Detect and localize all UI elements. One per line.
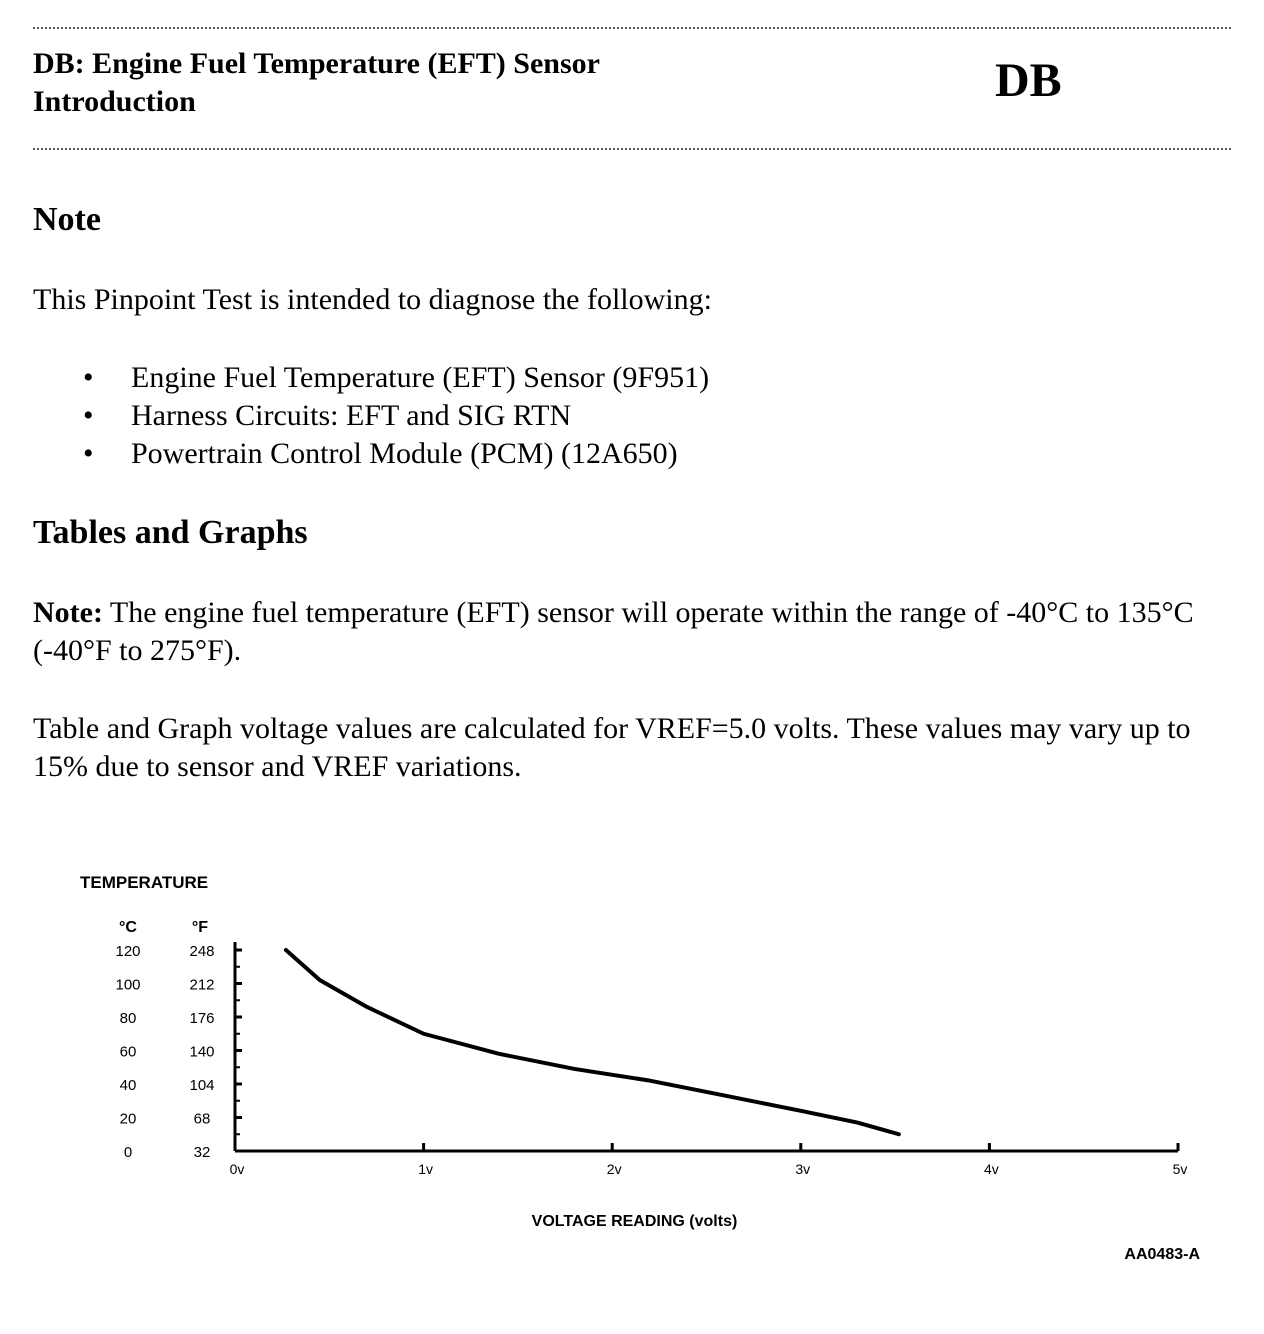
y-tick-label-fahrenheit: 32: [193, 1144, 211, 1161]
list-item: [33, 397, 709, 435]
data-point: [422, 1032, 425, 1035]
data-point: [498, 1052, 501, 1055]
top-divider: [33, 27, 1231, 29]
data-point: [648, 1079, 651, 1082]
y-tick-label-fahrenheit: 176: [189, 1010, 215, 1027]
x-tick-label: 4v: [984, 1161, 999, 1177]
list-item: [33, 435, 709, 473]
bullet-icon: •: [83, 437, 94, 470]
header-divider: [33, 148, 1231, 150]
bullet-icon: •: [83, 399, 94, 432]
range-note-text: The engine fuel temperature (EFT) sensor will operate within the range of -40°C to 135°C (-40°F to 275°F).: [33, 596, 1194, 667]
y-tick-label-celsius: 60: [119, 1043, 137, 1061]
data-point: [856, 1121, 859, 1124]
y-axis-label-celsius: °C: [119, 919, 137, 936]
y-tick-label-fahrenheit: 140: [189, 1043, 215, 1061]
note-heading: Note: [33, 201, 101, 238]
y-tick-label-celsius: 100: [115, 976, 141, 994]
x-tick-label: 5v: [1172, 1161, 1188, 1177]
list-item-text: Harness Circuits: EFT and SIG RTN: [131, 399, 572, 432]
range-note: [33, 594, 1238, 670]
list-item-text: Powertrain Control Module (PCM) (12A650): [131, 437, 678, 470]
vref-note: Table and Graph voltage values are calculated for VREF=5.0 volts. These values may vary up to 15% due to sensor and VREF variations.: [33, 712, 1191, 783]
series-line-eft: [286, 950, 899, 1134]
x-axis-label: VOLTAGE READING (volts): [531, 1213, 738, 1230]
y-tick-label-fahrenheit: 104: [189, 1077, 215, 1094]
tables-heading: Tables and Graphs: [33, 514, 308, 551]
y-tick-label-celsius: 20: [119, 1110, 137, 1128]
y-tick-label-celsius: 80: [119, 1010, 137, 1027]
data-point: [318, 979, 321, 982]
y-tick-label-fahrenheit: 68: [193, 1110, 211, 1128]
data-point: [799, 1109, 802, 1112]
page-title-line2: Introduction: [33, 85, 196, 118]
note-label: Note:: [33, 596, 103, 629]
temperature-voltage-chart: [0, 860, 1264, 1300]
list-item-text: Engine Fuel Temperature (EFT) Sensor (9F951): [131, 361, 710, 394]
intro-text: This Pinpoint Test is intended to diagnose the following:: [33, 283, 712, 316]
page-title: [33, 45, 600, 121]
section-code: DB: [995, 54, 1062, 107]
data-point: [284, 949, 287, 952]
y-tick-label-celsius: 120: [115, 943, 141, 960]
x-tick-label: 0v: [229, 1161, 245, 1177]
x-tick-label: 2v: [606, 1161, 622, 1177]
page-title-line1: DB: Engine Fuel Temperature (EFT) Sensor: [33, 47, 600, 80]
data-point: [573, 1067, 576, 1070]
figure-code: AA0483-A: [1124, 1246, 1200, 1263]
list-item: [33, 359, 709, 397]
data-point: [366, 1005, 369, 1008]
y-axis-label-fahrenheit: °F: [191, 919, 209, 936]
x-tick-label: 3v: [795, 1161, 811, 1177]
data-point: [724, 1094, 727, 1097]
y-tick-label-fahrenheit: 212: [189, 976, 215, 994]
x-tick-label: 1v: [418, 1161, 433, 1177]
diagnosis-list: [33, 359, 709, 473]
y-tick-label-fahrenheit: 248: [189, 943, 215, 960]
chart-title: TEMPERATURE: [80, 873, 209, 892]
y-tick-label-celsius: 40: [119, 1077, 137, 1094]
bullet-icon: •: [83, 361, 94, 394]
data-point: [897, 1133, 900, 1136]
y-tick-label-celsius: 0: [123, 1144, 133, 1161]
